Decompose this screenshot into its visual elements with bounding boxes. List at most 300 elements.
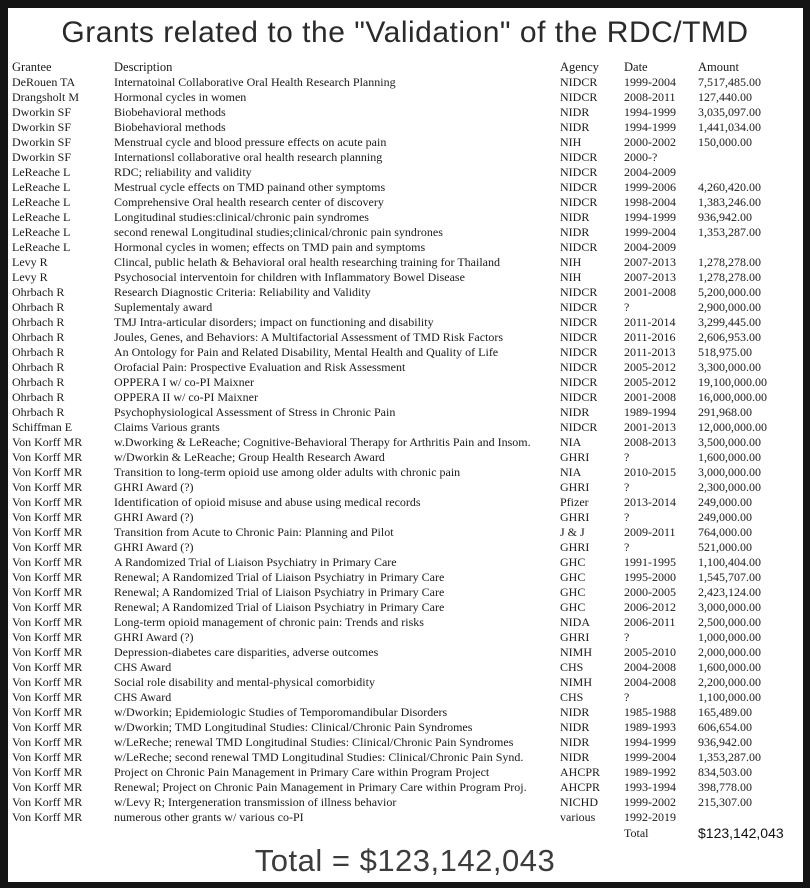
amount-cell: 1,278,278.00 [698, 254, 761, 269]
agency-cell: GHC [560, 569, 586, 584]
table-row [10, 540, 800, 555]
agency-cell: CHS [560, 689, 584, 704]
description-cell: second renewal Longitudinal studies;clinical/chronic pain syndrones [114, 224, 443, 239]
amount-cell: 834,503.00 [698, 764, 752, 779]
description-cell: w/Dworkin; TMD Longitudinal Studies: Clinical/Chronic Pain Syndromes [114, 719, 473, 734]
date-cell: ? [624, 299, 630, 314]
header-row [10, 59, 800, 75]
amount-cell: 215,307.00 [698, 794, 752, 809]
grantee-cell: LeReache L [12, 224, 71, 239]
agency-cell: NIDR [560, 704, 590, 719]
description-cell: Renewal; Project on Chronic Pain Management in Primary Care within Program Proj. [114, 779, 527, 794]
agency-cell: CHS [560, 659, 584, 674]
description-cell: Clincal, public helath & Behavioral oral health researching training for Thailand [114, 254, 500, 269]
date-cell: 2006-2012 [624, 599, 676, 614]
agency-cell: GHRI [560, 539, 590, 554]
amount-cell: 2,500,000.00 [698, 614, 761, 629]
description-cell: Renewal; A Randomized Trial of Liaison Psychiatry in Primary Care [114, 569, 445, 584]
description-cell: GHRI Award (?) [114, 629, 194, 644]
agency-cell: NIA [560, 434, 582, 449]
agency-cell: NIMH [560, 674, 592, 689]
document-sheet [8, 8, 803, 882]
table-row [10, 375, 800, 390]
description-cell: GHRI Award (?) [114, 539, 194, 554]
amount-cell: 606,654.00 [698, 719, 752, 734]
table-row [10, 645, 800, 660]
date-cell: ? [624, 539, 630, 554]
description-cell: Comprehensive Oral health research center of discovery [114, 194, 384, 209]
agency-cell: NIDCR [560, 149, 598, 164]
amount-cell: 3,035,097.00 [698, 104, 761, 119]
grantee-cell: Von Korff MR [12, 464, 83, 479]
date-cell: 2007-2013 [624, 254, 676, 269]
amount-cell: 16,000,000.00 [698, 389, 767, 404]
grantee-cell: Von Korff MR [12, 734, 83, 749]
grantee-cell: Schiffman E [12, 419, 73, 434]
agency-cell: GHRI [560, 449, 590, 464]
date-cell: 1995-2000 [624, 569, 676, 584]
agency-cell: GHC [560, 554, 586, 569]
amount-cell: 1,353,287.00 [698, 224, 761, 239]
grantee-cell: Ohrbach R [12, 404, 65, 419]
date-cell: 1994-1999 [624, 104, 676, 119]
date-cell: 2008-2011 [624, 89, 676, 104]
agency-cell: NIDCR [560, 329, 598, 344]
description-cell: Project on Chronic Pain Management in Primary Care within Program Project [114, 764, 490, 779]
amount-cell: 1,353,287.00 [698, 749, 761, 764]
table-row [10, 810, 800, 825]
grantee-cell: Von Korff MR [12, 479, 83, 494]
agency-cell: NIDCR [560, 299, 598, 314]
table-row [10, 150, 800, 165]
table-row [10, 555, 800, 570]
agency-cell: NIDR [560, 749, 590, 764]
agency-cell: NIDCR [560, 179, 598, 194]
description-cell: Joules, Genes, and Behaviors: A Multifactorial Assessment of TMD Risk Factors [114, 329, 504, 344]
total-amount: $123,142,043 [698, 824, 784, 841]
amount-cell: 3,300,000.00 [698, 359, 761, 374]
table-row [10, 765, 800, 780]
description-cell: GHRI Award (?) [114, 479, 194, 494]
date-cell: ? [624, 689, 630, 704]
table-row [10, 600, 800, 615]
table-row [10, 615, 800, 630]
table-row [10, 450, 800, 465]
date-cell: 2008-2013 [624, 434, 676, 449]
description-cell: OPPERA II w/ co-PI Maixner [114, 389, 258, 404]
spacer-cell [112, 825, 558, 842]
column-header-agency: Agency [560, 59, 599, 74]
amount-cell: 1,100,404.00 [698, 554, 761, 569]
agency-cell: NIDCR [560, 164, 598, 179]
description-cell: Psychosocial interventoin for children with Inflammatory Bowel Disease [114, 269, 465, 284]
date-cell: 2010-2015 [624, 464, 676, 479]
grantee-cell: Von Korff MR [12, 599, 83, 614]
date-cell: 2005-2012 [624, 374, 676, 389]
grantee-cell: Von Korff MR [12, 659, 83, 674]
date-cell: 2009-2011 [624, 524, 676, 539]
date-cell: 2004-2008 [624, 674, 676, 689]
date-cell: 2004-2009 [624, 239, 676, 254]
grantee-cell: Von Korff MR [12, 449, 83, 464]
grantee-cell: Ohrbach R [12, 344, 65, 359]
description-cell: w/Dworkin & LeReache; Group Health Research Award [114, 449, 385, 464]
description-cell: Orofacial Pain: Prospective Evaluation and Risk Assessment [114, 359, 406, 374]
date-cell: 1999-2004 [624, 74, 676, 89]
grantee-cell: Von Korff MR [12, 554, 83, 569]
amount-cell: 398,778.00 [698, 779, 752, 794]
table-row [10, 330, 800, 345]
date-cell: 1999-2004 [624, 749, 676, 764]
amount-cell: 1,100,000.00 [698, 689, 761, 704]
amount-cell [696, 150, 800, 165]
date-cell: 1999-2002 [624, 794, 676, 809]
grants-table-body [10, 75, 800, 825]
table-row [10, 345, 800, 360]
grantee-cell: Von Korff MR [12, 524, 83, 539]
table-row [10, 240, 800, 255]
description-cell: Psychophysiological Assessment of Stress in Chronic Pain [114, 404, 396, 419]
grantee-cell: Von Korff MR [12, 689, 83, 704]
description-cell: Renewal; A Randomized Trial of Liaison Psychiatry in Primary Care [114, 584, 445, 599]
table-row [10, 300, 800, 315]
table-row [10, 525, 800, 540]
total-label: Total [624, 825, 649, 840]
date-cell: 1998-2004 [624, 194, 676, 209]
amount-cell [696, 240, 800, 255]
description-cell: Longitudinal studies:clinical/chronic pain syndromes [114, 209, 369, 224]
agency-cell: GHRI [560, 509, 590, 524]
table-row [10, 720, 800, 735]
grantee-cell: DeRouen TA [12, 74, 76, 89]
description-cell: RDC; reliability and validity [114, 164, 252, 179]
grantee-cell: Von Korff MR [12, 644, 83, 659]
amount-cell: 2,300,000.00 [698, 479, 761, 494]
table-row [10, 750, 800, 765]
amount-cell: 2,423,124.00 [698, 584, 761, 599]
date-cell: 1994-1999 [624, 209, 676, 224]
description-cell: Menstrual cycle and blood pressure effects on acute pain [114, 134, 387, 149]
grantee-cell: Ohrbach R [12, 329, 65, 344]
grantee-cell: Ohrbach R [12, 284, 65, 299]
description-cell: A Randomized Trial of Liaison Psychiatry in Primary Care [114, 554, 397, 569]
table-row [10, 360, 800, 375]
date-cell: 2013-2014 [624, 494, 676, 509]
amount-cell: 2,000,000.00 [698, 644, 761, 659]
amount-cell: 1,545,707.00 [698, 569, 761, 584]
date-cell: ? [624, 449, 630, 464]
amount-cell: 5,200,000.00 [698, 284, 761, 299]
date-cell: 2000-? [624, 149, 658, 164]
agency-cell: NIDCR [560, 239, 598, 254]
date-cell: ? [624, 479, 630, 494]
amount-cell: 1,383,246.00 [698, 194, 761, 209]
date-cell: 1989-1994 [624, 404, 676, 419]
table-row [10, 510, 800, 525]
amount-cell: 7,517,485.00 [698, 74, 761, 89]
amount-cell: 165,489.00 [698, 704, 752, 719]
date-cell: 1989-1993 [624, 719, 676, 734]
description-cell: An Ontology for Pain and Related Disability, Mental Health and Quality of Life [114, 344, 499, 359]
description-cell: w.Dworking & LeReache; Cognitive-Behavioral Therapy for Arthritis Pain and Insom. [114, 434, 531, 449]
grantee-cell: LeReache L [12, 194, 71, 209]
agency-cell: GHC [560, 599, 586, 614]
amount-cell: 249,000.00 [698, 494, 752, 509]
agency-cell: NIDCR [560, 74, 598, 89]
description-cell: w/LeReche; renewal TMD Longitudinal Studies: Clinical/Chronic Pain Syndromes [114, 734, 514, 749]
table-row [10, 135, 800, 150]
agency-cell: Pfizer [560, 494, 589, 509]
description-cell: Mestrual cycle effects on TMD painand other symptoms [114, 179, 386, 194]
grantee-cell: Levy R [12, 269, 48, 284]
grantee-cell: Von Korff MR [12, 674, 83, 689]
description-cell: Internationsl collaborative oral health research planning [114, 149, 383, 164]
amount-cell: 19,100,000.00 [698, 374, 767, 389]
amount-cell: 127,440.00 [698, 89, 752, 104]
date-cell: 2005-2010 [624, 644, 676, 659]
date-cell: 1992-2019 [624, 809, 676, 824]
grantee-cell: Dworkin SF [12, 104, 72, 119]
amount-cell: 150,000.00 [698, 134, 752, 149]
table-row [10, 105, 800, 120]
description-cell: Renewal; A Randomized Trial of Liaison Psychiatry in Primary Care [114, 599, 445, 614]
grantee-cell: Ohrbach R [12, 389, 65, 404]
table-row [10, 390, 800, 405]
amount-cell: 3,299,445.00 [698, 314, 761, 329]
agency-cell: NIDCR [560, 389, 598, 404]
agency-cell: NIDR [560, 104, 590, 119]
agency-cell: AHCPR [560, 779, 601, 794]
agency-cell: NIDCR [560, 374, 598, 389]
agency-cell: various [560, 809, 596, 824]
amount-cell: 1,441,034.00 [698, 119, 761, 134]
grantee-cell: Ohrbach R [12, 299, 65, 314]
agency-cell: NIDCR [560, 344, 598, 359]
description-cell: w/Levy R; Intergeneration transmission of illness behavior [114, 794, 397, 809]
table-row [10, 480, 800, 495]
date-cell: 2006-2011 [624, 614, 676, 629]
grantee-cell: Von Korff MR [12, 764, 83, 779]
description-cell: w/Dworkin; Epidemiologic Studies of Temporomandibular Disorders [114, 704, 448, 719]
agency-cell: AHCPR [560, 764, 601, 779]
amount-cell: 3,500,000.00 [698, 434, 761, 449]
agency-cell: NIA [560, 464, 582, 479]
table-row [10, 210, 800, 225]
table-row [10, 285, 800, 300]
agency-cell: NIDCR [560, 359, 598, 374]
amount-cell: 764,000.00 [698, 524, 752, 539]
description-cell: Long-term opioid management of chronic pain: Trends and risks [114, 614, 424, 629]
agency-cell: NIDR [560, 209, 590, 224]
description-cell: Biobehavioral methods [114, 104, 226, 119]
table-row [10, 570, 800, 585]
grand-total-text: Total = $123,142,043 [254, 842, 556, 878]
grantee-cell: Von Korff MR [12, 584, 83, 599]
grantee-cell: Von Korff MR [12, 569, 83, 584]
date-cell: 2001-2013 [624, 419, 676, 434]
agency-cell: NIH [560, 134, 582, 149]
table-row [10, 690, 800, 705]
table-row [10, 630, 800, 645]
description-cell: Hormonal cycles in women; effects on TMD pain and symptoms [114, 239, 426, 254]
agency-cell: NIDA [560, 614, 590, 629]
grantee-cell: Dworkin SF [12, 134, 72, 149]
date-cell: 1993-1994 [624, 779, 676, 794]
grants-table [10, 59, 800, 842]
grantee-cell: Von Korff MR [12, 629, 83, 644]
date-cell: 2011-2013 [624, 344, 676, 359]
description-cell: TMJ Intra-articular disorders; impact on functioning and disability [114, 314, 434, 329]
agency-cell: GHC [560, 584, 586, 599]
grantee-cell: Dworkin SF [12, 149, 72, 164]
table-row [10, 315, 800, 330]
agency-cell: NIDCR [560, 314, 598, 329]
amount-cell: 518,975.00 [698, 344, 752, 359]
amount-cell: 12,000,000.00 [698, 419, 767, 434]
grantee-cell: Ohrbach R [12, 314, 65, 329]
date-cell: 2000-2002 [624, 134, 676, 149]
column-header-date: Date [624, 59, 648, 74]
table-row [10, 120, 800, 135]
grantee-cell: Von Korff MR [12, 809, 83, 824]
table-row [10, 495, 800, 510]
grantee-cell: Von Korff MR [12, 434, 83, 449]
table-row [10, 165, 800, 180]
amount-cell: 291,968.00 [698, 404, 752, 419]
agency-cell: NIDR [560, 119, 590, 134]
table-row [10, 90, 800, 105]
agency-cell: GHRI [560, 479, 590, 494]
date-cell: 2001-2008 [624, 284, 676, 299]
agency-cell: GHRI [560, 629, 590, 644]
description-cell: CHS Award [114, 689, 172, 704]
table-row [10, 465, 800, 480]
description-cell: Research Diagnostic Criteria: Reliability and Validity [114, 284, 371, 299]
grantee-cell: Von Korff MR [12, 749, 83, 764]
date-cell: 2011-2014 [624, 314, 676, 329]
agency-cell: J & J [560, 524, 585, 539]
table-row [10, 735, 800, 750]
agency-cell: NIDCR [560, 419, 598, 434]
amount-cell: 1,600,000.00 [698, 449, 761, 464]
page-title: Grants related to the "Validation" of the RDC/TMD [61, 16, 749, 49]
grantee-cell: Von Korff MR [12, 719, 83, 734]
grantee-cell: LeReache L [12, 239, 71, 254]
table-row [10, 255, 800, 270]
description-cell: Suplementaly award [114, 299, 213, 314]
amount-cell: 1,600,000.00 [698, 659, 761, 674]
date-cell: 2011-2016 [624, 329, 676, 344]
amount-cell: 3,000,000.00 [698, 464, 761, 479]
grantee-cell: Von Korff MR [12, 794, 83, 809]
agency-cell: NIDCR [560, 89, 598, 104]
grantee-cell: Ohrbach R [12, 374, 65, 389]
column-header-amount: Amount [698, 59, 739, 74]
date-cell: 1991-1995 [624, 554, 676, 569]
description-cell: Transition from Acute to Chronic Pain: Planning and Pilot [114, 524, 394, 539]
date-cell: 1994-1999 [624, 119, 676, 134]
agency-cell: NIDR [560, 404, 590, 419]
grantee-cell: Von Korff MR [12, 494, 83, 509]
table-row [10, 705, 800, 720]
date-cell: 1999-2004 [624, 224, 676, 239]
grantee-cell: LeReache L [12, 179, 71, 194]
amount-cell [696, 810, 800, 825]
column-header-grantee: Grantee [12, 59, 52, 74]
grantee-cell: LeReache L [12, 209, 71, 224]
amount-cell: 1,000,000.00 [698, 629, 761, 644]
amount-cell: 936,942.00 [698, 734, 752, 749]
spacer-cell [558, 825, 622, 842]
description-cell: Claims Various grants [114, 419, 220, 434]
grantee-cell: Dworkin SF [12, 119, 72, 134]
agency-cell: NICHD [560, 794, 598, 809]
amount-cell: 2,606,953.00 [698, 329, 761, 344]
description-cell: Transition to long-term opioid use among older adults with chronic pain [114, 464, 461, 479]
agency-cell: NIDCR [560, 284, 598, 299]
table-row [10, 405, 800, 420]
grantee-cell: Drangsholt M [12, 89, 79, 104]
table-header [10, 59, 800, 75]
total-row [10, 825, 800, 842]
amount-cell: 936,942.00 [698, 209, 752, 224]
grantee-cell: LeReache L [12, 164, 71, 179]
date-cell: 1985-1988 [624, 704, 676, 719]
table-row [10, 585, 800, 600]
amount-cell: 1,278,278.00 [698, 269, 761, 284]
date-cell: 1989-1992 [624, 764, 676, 779]
agency-cell: NIDR [560, 224, 590, 239]
date-cell: 2004-2009 [624, 164, 676, 179]
date-cell: 2004-2008 [624, 659, 676, 674]
description-cell: w/LeReche; second renewal TMD Longitudinal Studies: Clinical/Chronic Pain Synd. [114, 749, 524, 764]
agency-cell: NIDR [560, 734, 590, 749]
table-row [10, 225, 800, 240]
amount-cell: 521,000.00 [698, 539, 752, 554]
agency-cell: NIH [560, 254, 582, 269]
spacer-cell [10, 825, 112, 842]
table-row [10, 435, 800, 450]
table-row [10, 420, 800, 435]
date-cell: 1999-2006 [624, 179, 676, 194]
agency-cell: NIDCR [560, 194, 598, 209]
date-cell: ? [624, 509, 630, 524]
table-row [10, 195, 800, 210]
column-header-description: Description [114, 59, 173, 74]
amount-cell: 249,000.00 [698, 509, 752, 524]
description-cell: numerous other grants w/ various co-PI [114, 809, 304, 824]
table-row [10, 780, 800, 795]
amount-cell [696, 165, 800, 180]
table-row [10, 180, 800, 195]
description-cell: OPPERA I w/ co-PI Maixner [114, 374, 254, 389]
date-cell: 2005-2012 [624, 359, 676, 374]
agency-cell: NIMH [560, 644, 592, 659]
agency-cell: NIH [560, 269, 582, 284]
grantee-cell: Von Korff MR [12, 704, 83, 719]
agency-cell: NIDR [560, 719, 590, 734]
description-cell: GHRI Award (?) [114, 509, 194, 524]
amount-cell: 2,200,000.00 [698, 674, 761, 689]
amount-cell: 4,260,420.00 [698, 179, 761, 194]
description-cell: Hormonal cycles in women [114, 89, 247, 104]
table-row [10, 675, 800, 690]
date-cell: 2000-2005 [624, 584, 676, 599]
date-cell: 1994-1999 [624, 734, 676, 749]
table-row [10, 795, 800, 810]
table-row [10, 75, 800, 90]
grantee-cell: Von Korff MR [12, 539, 83, 554]
